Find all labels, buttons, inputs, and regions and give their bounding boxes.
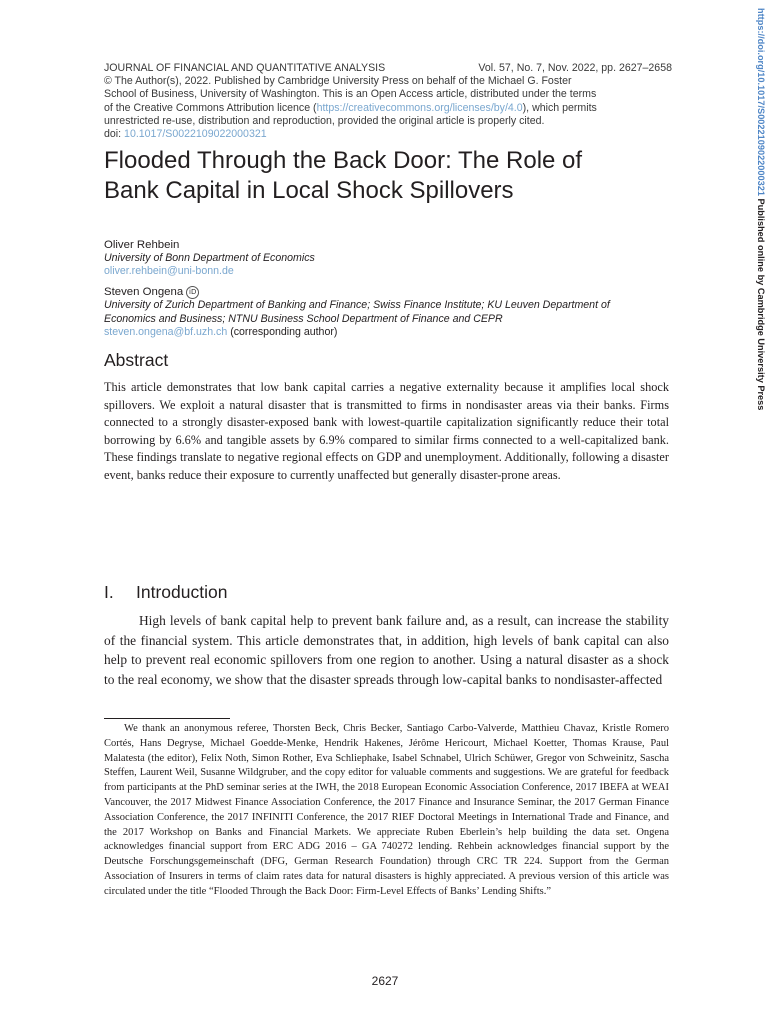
- copyright-line-1: © The Author(s), 2022. Published by Cambridge University Press on behalf of the Michael G. Foster: [104, 75, 572, 88]
- acknowledgement-footnote: We thank an anonymous referee, Thorsten Beck, Chris Becker, Santiago Carbo-Valverde, Matthieu Chavaz, Kristle Romero Cortés, Hans Degryse, Michael Goedde-Menke, Hendrik Hakenes, Jérôme Hericourt, Michael Koetter, Thomas Krause, Paul Malatesta (the editor), Felix Noth, Simon Rother, Eva Schliephake, Isabel Schnabel, Ulrich Schüwer, Gregor von Schweinitz, Sascha Steffen, Laurent Weil, Susanne Wildgruber, and the copy editor for valuable comments and suggestions. We are grateful for feedback from participants at the PhD seminar series at the IWH, the 2018 European Economic Association Conference, 2017 IBEFA at WEAI Vancouver, the 2017 Midwest Finance Association Conference, the 2017 Finance and Insurance Seminar, the 2017 German Finance Association Conference, the 2017 INFINITI Conference, the 2017 RIEF Doctoral Meetings in International Trade and Finance, and the 2017 Workshop on Banks and Financial Markets. We appreciate Ruben Eberlein’s help building the data set. Ongena acknowledges financial support from ERC ADG 2016 – GA 740272 lending. Rehbein acknowledges financial support by the Deutsche Forschungsgemeinschaft (DFG, German Research Foundation) through CRC TR 224. Support from the German Association of Insurers in terms of claim rates data for natural disasters is highly appreciated. A previous version of this article was circulated under the title “Flooded Through the Back Door: Firm-Level Effects of Banks’ Lending Shifts.”: [104, 723, 669, 897]
- author-affiliation: University of Bonn Department of Economics: [104, 252, 315, 264]
- license-text-after: ), which permits: [522, 101, 597, 114]
- introduction-text: High levels of bank capital help to prevent bank failure and, as a result, can increase the stability of the financial system. This article demonstrates that, in addition, high levels of bank capital can also help to prevent real economic spillovers from one region to another. Using a natural disaster as a shock to the real economy, we show that the disaster spreads through low-capital banks to nondisaster-affected: [104, 613, 669, 687]
- author-rehbein: [104, 238, 674, 278]
- section-number: I.: [104, 582, 114, 602]
- author-ongena: [104, 285, 674, 339]
- author-contact: [104, 326, 674, 339]
- author-affiliation-line-2: Economics and Business; NTNU Business School Department of Finance and CEPR: [104, 312, 503, 325]
- author-affiliation-line-1: University of Zurich Department of Banking and Finance; Swiss Finance Institute; KU Leuven Department of: [104, 299, 610, 312]
- footnote-divider: [104, 718, 230, 719]
- license-link[interactable]: https://creativecommons.org/licenses/by/4.0: [316, 101, 523, 114]
- copyright-line-4: unrestricted re-use, distribution and reproduction, provided the original article is properly cited.: [104, 114, 545, 127]
- journal-line: [104, 62, 672, 75]
- abstract-text: This article demonstrates that low bank capital carries a negative externality because it amplifies local shock spillovers. We exploit a natural disaster that is transmitted to firms in nondisaster areas via their banks. Firms connected to a strongly disaster-exposed bank with lowest-quartile capitalization significantly reduce their total borrowing by 6.6% and tangible assets by 6.9% compared to similar firms connected to a well-capitalized bank. These findings translate to negative regional effects on GDP and unemployment. Additionally, following a disaster event, banks reduce their exposure to currently unaffected but generally disaster-prone areas.: [104, 380, 669, 482]
- side-doi-link[interactable]: https://doi.org/10.1017/S0022109022000321: [756, 8, 766, 196]
- author-email[interactable]: steven.ongena@bf.uzh.ch: [104, 325, 228, 338]
- author-list: [104, 238, 674, 339]
- section-title: Introduction: [136, 582, 228, 602]
- doi-line: [104, 128, 672, 141]
- journal-name: JOURNAL OF FINANCIAL AND QUANTITATIVE ANALYSIS: [104, 62, 386, 74]
- journal-header: [104, 62, 672, 141]
- author-name-row: [104, 285, 674, 299]
- article-title: [104, 146, 684, 206]
- title-line-1: Flooded Through the Back Door: The Role of: [104, 147, 583, 174]
- side-published-note: Published online by Cambridge University Press: [756, 195, 766, 411]
- author-email[interactable]: oliver.rehbein@uni-bonn.de: [104, 265, 234, 278]
- doi-label: doi:: [104, 128, 122, 141]
- doi-link[interactable]: 10.1017/S0022109022000321: [124, 128, 267, 141]
- introduction-heading: [104, 581, 227, 603]
- license-text-before: of the Creative Commons Attribution licence (: [104, 101, 317, 114]
- license-line: [104, 102, 672, 115]
- page-number: 2627: [371, 974, 399, 988]
- title-line-2: Bank Capital in Local Shock Spillovers: [104, 177, 514, 204]
- corresponding-note: (corresponding author): [230, 325, 338, 338]
- copyright-line-2: School of Business, University of Washington. This is an Open Access article, distributed under the terms: [104, 88, 597, 101]
- abstract-heading: Abstract: [104, 350, 169, 370]
- side-doi-note: [755, 8, 766, 410]
- orcid-icon[interactable]: iD: [186, 286, 199, 299]
- author-name: Steven Ongena: [104, 286, 184, 299]
- author-name: Oliver Rehbein: [104, 239, 180, 251]
- volume-info: Vol. 57, No. 7, Nov. 2022, pp. 2627–2658: [478, 62, 672, 74]
